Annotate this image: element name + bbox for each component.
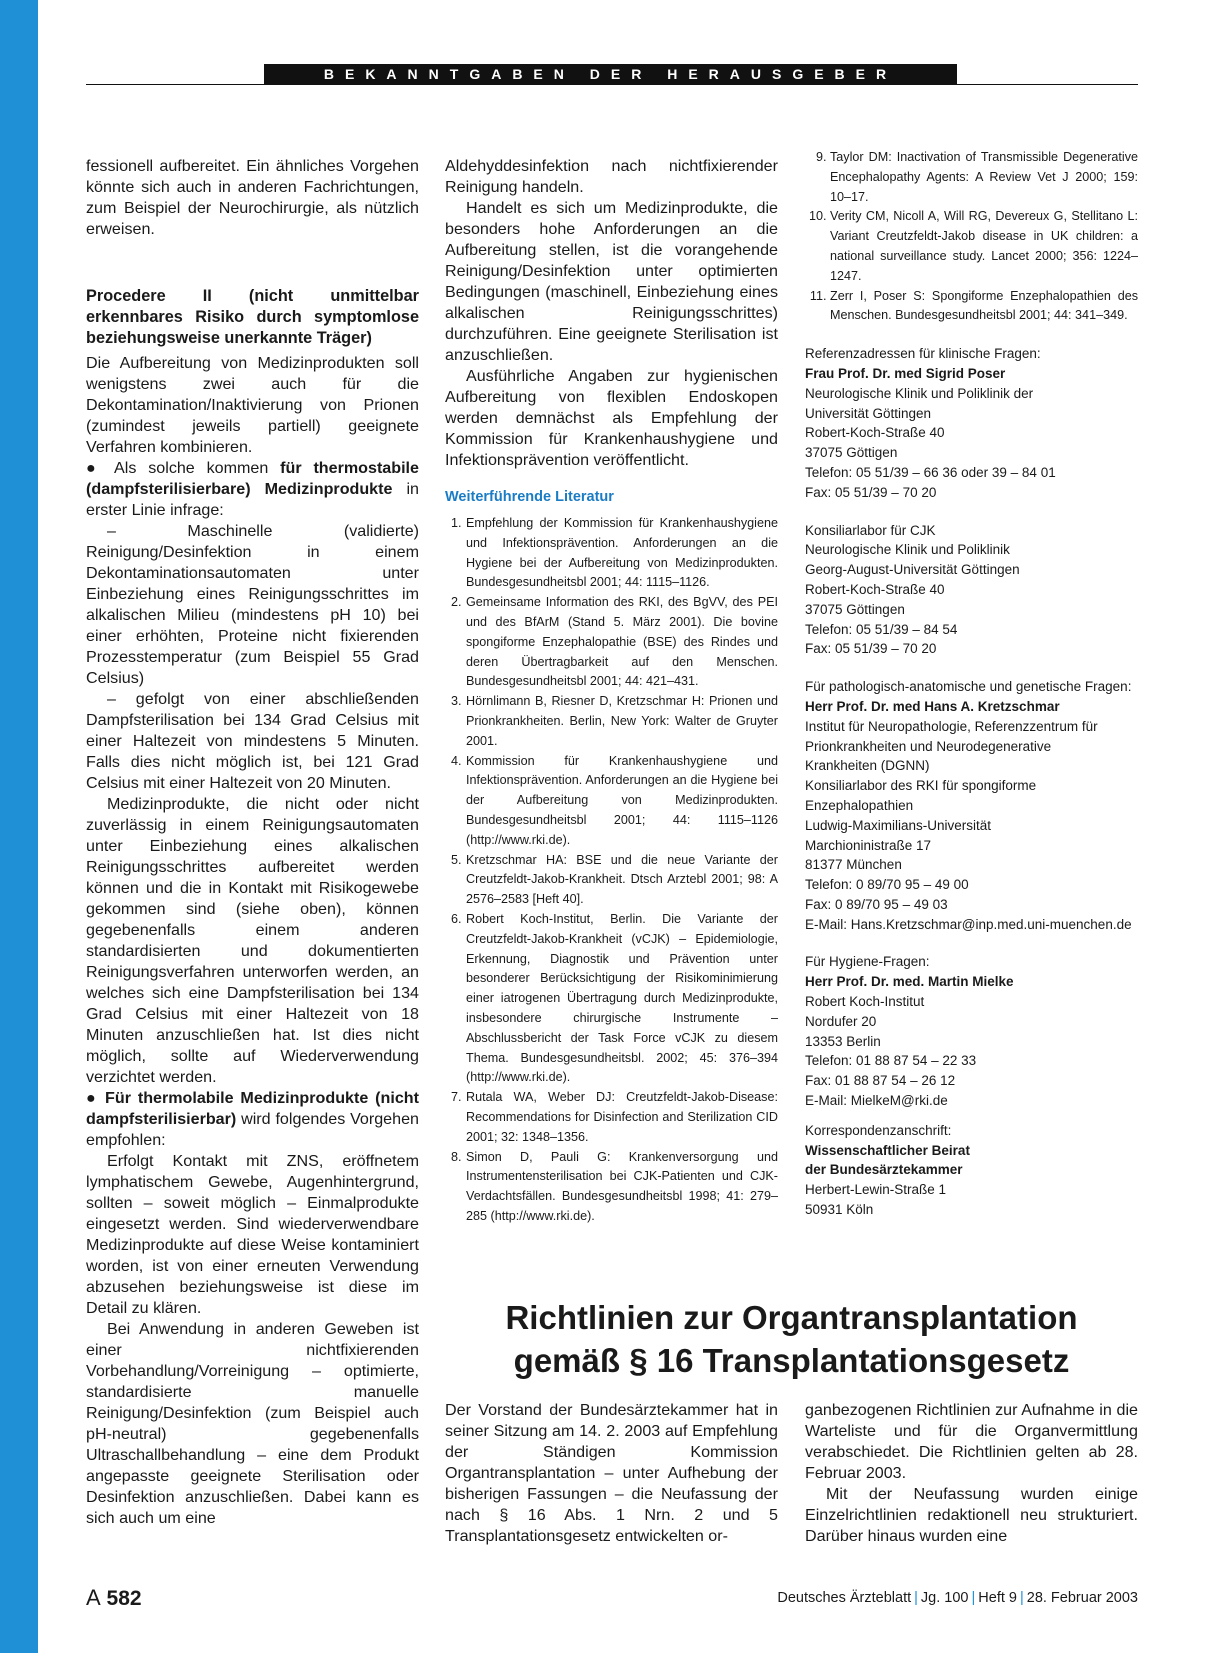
address-line: Fax: 05 51/39 – 70 20 — [805, 641, 937, 657]
reference-item: 2. Gemeinsame Information des RKI, des BgVV, des PEI und des BfArM (Stand 5. März 2001). Die bovine spongiforme Enzephalopathie (BSE) des Rindes und deren Übertragbarkeit auf den Menschen. Bundesgesundheitsbl 2001; 44: 421–431. — [465, 593, 778, 692]
address-block-pathology — [805, 677, 1138, 934]
paragraph: ganbezogenen Richtlinien zur Aufnahme in die Warteliste und für die Organvermittlung verabschiedet. Die Richtlinien gelten ab 28. Februar 2003. — [805, 1401, 1138, 1482]
blue-sidebar-stripe — [0, 0, 38, 1653]
reference-item: 11. Zerr I, Poser S: Spongiforme Enzephalopathien des Menschen. Bundesgesundheitsbl 2001; 44: 341–349. — [830, 287, 1138, 327]
text: wird folgendes Vorgehen empfohlen: — [86, 1110, 419, 1149]
email-line: E-Mail: Hans.Kretzschmar@inp.med.uni-muenchen.de — [805, 916, 1132, 932]
address-line: Prionkrankheiten und Neurodegenerative — [805, 738, 1052, 754]
article-column-2 — [805, 1400, 1138, 1547]
column-3 — [805, 148, 1138, 1220]
address-line: Universität Göttingen — [805, 405, 932, 421]
title-line: gemäß § 16 Transplantationsgesetz — [513, 1342, 1070, 1379]
address-line: 81377 München — [805, 857, 902, 873]
address-line: 50931 Köln — [805, 1202, 874, 1218]
address-line: Fax: 01 88 87 54 – 26 12 — [805, 1073, 956, 1089]
reference-item: 8. Simon D, Pauli G: Krankenversorgung und Instrumentensterilisation bei CJK-Patienten und CJK-Verdachtsfällen. Bundesgesundheitsbl 1998; 41: 279–285 (http://www.rki.de). — [465, 1148, 778, 1227]
bullet-icon: ● — [86, 459, 104, 477]
volume: Jg. 100 — [920, 1590, 969, 1606]
address-line: Herbert-Lewin-Straße 1 — [805, 1182, 947, 1198]
address-name: Wissenschaftlicher Beirat — [805, 1142, 970, 1158]
address-line: Referenzadressen für klinische Fragen: — [805, 346, 1041, 362]
separator: | — [914, 1590, 918, 1606]
article-title — [445, 1296, 1138, 1382]
address-line: Robert Koch-Institut — [805, 994, 925, 1010]
address-name: Herr Prof. Dr. med Hans A. Kretzschmar — [805, 698, 1060, 714]
paragraph: – gefolgt von einer abschließenden Dampfsterilisation bei 134 Grad Celsius mit einer Haltezeit von mindestens 5 Minuten. Falls dies nicht möglich ist, bei 121 Grad Celsius mit einer Haltezeit von 20 Minuten. — [86, 690, 419, 792]
reference-item: 9. Taylor DM: Inactivation of Transmissible Degenerative Encephalopathy Agents: A Review Vet J 2000; 159: 10–17. — [830, 148, 1138, 207]
page-number-value: 582 — [106, 1587, 142, 1610]
address-line: Konsiliarlabor für CJK — [805, 522, 936, 538]
paragraph: Aldehyddesinfektion nach nichtfixierender Reinigung handeln. — [445, 157, 778, 196]
paragraph — [86, 458, 419, 521]
reference-item: 7. Rutala WA, Weber DJ: Creutzfeldt-Jakob-Disease: Recommendations for Disinfection and Sterilization CID 2001; 32: 1348–1356. — [465, 1088, 778, 1147]
reference-item: 10. Verity CM, Nicoll A, Will RG, Devereux G, Stellitano L: Variant Creutzfeldt-Jakob disease in UK children: a national surveillance study. Lancet 2000; 356: 1224–1247. — [830, 207, 1138, 286]
reference-item: 6. Robert Koch-Institut, Berlin. Die Variante der Creutzfeldt-Jakob-Krankheit (vCJK) – Epidemiologie, Erkennung, Diagnostik und Prävention unter besonderer Berücksichtigung der Risikominimierung einer iatrogenen Übertragung durch Medizinprodukte, insbesondere chirurgische Instrumente – Abschlussbericht der Task Force vCJK zu diesem Thema. Bundesgesundheitsbl. 2002; 45: 376–394 (http://www.rki.de). — [465, 910, 778, 1088]
address-block-lab — [805, 521, 1138, 660]
address-line: 37075 Göttigen — [805, 445, 898, 461]
address-line: Telefon: 05 51/39 – 66 36 oder 39 – 84 01 — [805, 464, 1056, 480]
reference-list-continued — [805, 148, 1138, 326]
address-line: Robert-Koch-Straße 40 — [805, 425, 945, 441]
address-line: Telefon: 05 51/39 – 84 54 — [805, 621, 958, 637]
reference-item: 1. Empfehlung der Kommission für Krankenhaushygiene und Infektionsprävention. Anforderungen an die Hygiene bei der Aufbereitung von Medizinprodukten. Bundesgesundheitsbl 2001; 44: 1115–1126. — [465, 514, 778, 593]
address-line: Für Hygiene-Fragen: — [805, 954, 930, 970]
paragraph: Medizinprodukte, die nicht oder nicht zuverlässig in einem Reinigungsautomaten unter Einbeziehung eines alkalischen Reinigungsschrittes aufbereitet werden können und die in Kontakt mit Risikogewebe gekommen sind (siehe oben), können gegebenenfalls einem anderen standardisierten und dokumentierten Reinigungsverfahren unterworfen werden, an welches sich eine Dampfsterilisation bei 134 Grad Celsius mit einer Haltezeit von 18 Minuten anzuschließen hat. Ist dies nicht möglich, sollte auf Wiederverwendung verzichtet werden. — [86, 795, 419, 1086]
email-line: E-Mail: MielkeM@rki.de — [805, 1093, 948, 1109]
text: Als solche kommen — [114, 459, 281, 477]
page-prefix: A — [86, 1585, 101, 1610]
address-line: Krankheiten (DGNN) — [805, 758, 930, 774]
bullet-icon: ● — [86, 1089, 99, 1107]
address-line: Georg-August-Universität Göttingen — [805, 562, 1020, 578]
address-line: Marchioninistraße 17 — [805, 837, 932, 853]
address-name: Herr Prof. Dr. med. Martin Mielke — [805, 974, 1014, 990]
address-line: Telefon: 0 89/70 95 – 49 00 — [805, 877, 969, 893]
address-block-clinical — [805, 344, 1138, 502]
section-heading: Procedere II (nicht unmittelbar erkennbares Risiko durch symptomlose beziehungsweise unerkannte Träger) — [86, 287, 419, 347]
address-line: Robert-Koch-Straße 40 — [805, 581, 945, 597]
address-name: der Bundesärztekammer — [805, 1162, 963, 1178]
paragraph: Ausführliche Angaben zur hygienischen Aufbereitung von flexiblen Endoskopen werden demnächst als Empfehlung der Kommission für Krankenhaushygiene und Infektionsprävention veröffentlicht. — [445, 367, 778, 469]
address-line: Für pathologisch-anatomische und genetische Fragen: — [805, 679, 1132, 695]
bold-text: für thermostabile (dampfsterilisierbare) Medizinprodukte — [86, 459, 419, 498]
address-line: Konsiliarlabor des RKI für spongiforme — [805, 778, 1037, 794]
address-block-correspondence — [805, 1121, 1138, 1220]
paragraph: fessionell aufbereitet. Ein ähnliches Vorgehen könnte sich auch in anderen Fachrichtungen, zum Beispiel der Neurochirurgie, als nützlich erweisen. — [86, 157, 419, 238]
address-line: Fax: 05 51/39 – 70 20 — [805, 484, 937, 500]
section-header: BEKANNTGABEN DER HERAUSGEBER — [264, 64, 957, 85]
address-line: Institut für Neuropathologie, Referenzzentrum für — [805, 718, 1098, 734]
header-rule — [86, 84, 1138, 85]
date: 28. Februar 2003 — [1026, 1590, 1138, 1606]
address-line: Korrespondenzanschrift: — [805, 1122, 952, 1138]
issue: Heft 9 — [978, 1590, 1017, 1606]
reference-list — [445, 514, 778, 1227]
separator: | — [971, 1590, 976, 1606]
journal-name: Deutsches Ärzteblatt — [777, 1590, 912, 1606]
paragraph: – Maschinelle (validierte) Reinigung/Desinfektion in einem Dekontaminationsautomaten unter Einbeziehung eines Reinigungsschrittes im alkalischen Milieu (mindestens pH 10) bei einer erhöhten, Proteine nicht fixierenden Prozesstemperatur (zum Beispiel 55 Grad Celsius) — [86, 522, 419, 687]
paragraph: Die Aufbereitung von Medizinprodukten soll wenigstens zwei auch für die Dekontamination/Inaktivierung von Prionen (zumindest jeweils partiell) geeignete Verfahren kombinieren. — [86, 354, 419, 456]
paragraph — [86, 1088, 419, 1151]
column-2 — [445, 156, 778, 1227]
reference-item: 3. Hörnlimann B, Riesner D, Kretzschmar H: Prionen und Prionkrankheiten. Berlin, New York: Walter de Gruyter 2001. — [465, 692, 778, 751]
address-line: Enzephalopathien — [805, 797, 914, 813]
reference-item: 5. Kretzschmar HA: BSE und die neue Variante der Creutzfeldt-Jakob-Krankheit. Dtsch Arztebl 2001; 98: A 2576–2583 [Heft 40]. — [465, 851, 778, 910]
address-line: Ludwig-Maximilians-Universität — [805, 817, 992, 833]
column-1 — [86, 156, 419, 1529]
paragraph: Mit der Neufassung wurden einige Einzelrichtlinien redaktionell neu strukturiert. Darüber hinaus wurden eine — [805, 1485, 1138, 1545]
address-line: Telefon: 01 88 87 54 – 22 33 — [805, 1053, 977, 1069]
paragraph: Erfolgt Kontakt mit ZNS, eröffnetem lymphatischem Gewebe, Augenhintergrund, sollten – soweit möglich – Einmalprodukte eingesetzt werden. Sind wiederverwendbare Medizinprodukte auf diese Weise kontaminiert worden, ist von einer erneuten Verwendung abzusehen beziehungsweise ist diese im Detail zu klären. — [86, 1152, 419, 1317]
address-block-hygiene — [805, 952, 1138, 1110]
page-number — [86, 1585, 142, 1611]
address-line: Neurologische Klinik und Poliklinik der — [805, 385, 1034, 401]
separator: | — [1019, 1590, 1024, 1606]
reference-item: 4. Kommission für Krankenhaushygiene und Infektionsprävention. Anforderungen an die Hygiene bei der Aufbereitung von Medizinprodukten. Bundesgesundheitsbl 2001; 44: 1115–1126 (http://www.rki.de). — [465, 752, 778, 851]
footer-journal-info — [755, 1590, 1138, 1606]
article-column-1 — [445, 1400, 778, 1547]
address-line: Fax: 0 89/70 95 – 49 03 — [805, 896, 948, 912]
paragraph: Handelt es sich um Medizinprodukte, die besonders hohe Anforderungen an die Aufbereitung stellen, ist die vorangehende Reinigung/Desinfektion unter optimierten Bedingungen (maschinell, Einbeziehung eines alkalischen Reinigungsschrittes) durchzuführen. Eine geeignete Sterilisation ist anzuschließen. — [445, 199, 778, 364]
paragraph: Bei Anwendung in anderen Geweben ist einer nichtfixierenden Vorbehandlung/Vorreinigung – optimierte, standardisierte manuelle Reinigung/Desinfektion (zum Beispiel auch pH-neutral) gegebenenfalls Ultraschallbehandlung – eine dem Produkt angepasste geeignete Sterilisation oder Desinfektion anzuschließen. Dabei kann es sich auch um eine — [86, 1320, 419, 1527]
paragraph: Der Vorstand der Bundesärztekammer hat in seiner Sitzung am 14. 2. 2003 auf Empfehlung der Ständigen Kommission Organtransplantation – unter Aufhebung der bisherigen Fassungen – die Neufassung der nach § 16 Abs. 1 Nrn. 2 und 5 Transplantationsgesetz entwickelten or- — [445, 1401, 778, 1545]
address-name: Frau Prof. Dr. med Sigrid Poser — [805, 365, 1006, 381]
address-line: Nordufer 20 — [805, 1013, 877, 1029]
title-line: Richtlinien zur Organtransplantation — [505, 1299, 1078, 1336]
text: in erster Linie infrage: — [86, 480, 419, 519]
literature-heading: Weiterführende Literatur — [445, 489, 614, 505]
address-line: 13353 Berlin — [805, 1033, 881, 1049]
address-line: Neurologische Klinik und Poliklinik — [805, 542, 1010, 558]
bold-text: Für thermolabile Medizinprodukte (nicht dampfsterilisierbar) — [86, 1089, 419, 1128]
address-line: 37075 Göttingen — [805, 601, 905, 617]
